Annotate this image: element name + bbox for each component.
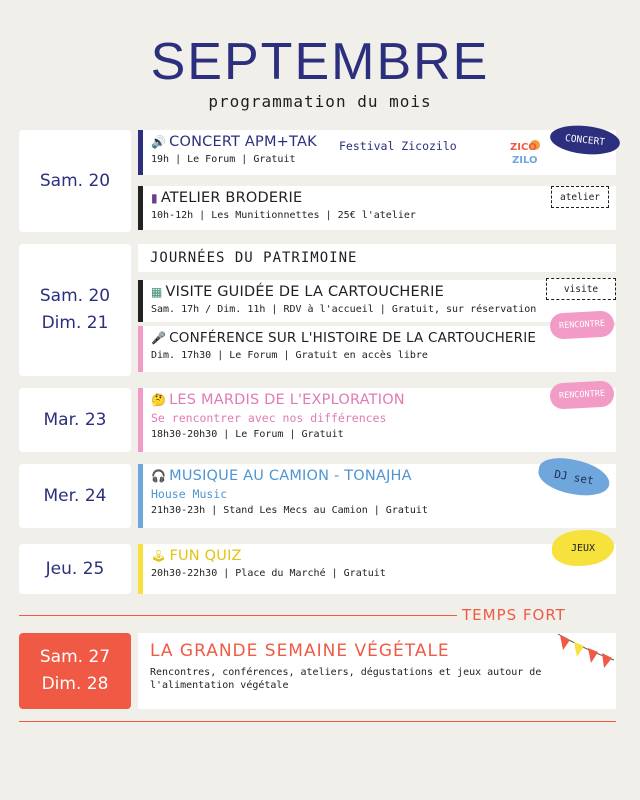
bottom-divider (19, 721, 616, 722)
event-subtitle: Se rencontrer avec nos différences (151, 411, 387, 425)
speaker-icon: 🔊 (151, 135, 167, 149)
event-semaine-vegetale[interactable] (138, 633, 616, 709)
event-info: Rencontres, conférences, ateliers, dégustations et jeux autour de (150, 667, 542, 678)
date-line: Mer. 24 (43, 485, 107, 506)
date-line: Sam. 27 (39, 647, 111, 667)
event-name: CONFÉRENCE SUR L'HISTOIRE DE LA CARTOUCHERIE (169, 330, 537, 346)
event-name: LES MARDIS DE L'EXPLORATION (169, 392, 405, 408)
temps-fort-divider (19, 615, 457, 616)
event-name: FUN QUIZ (169, 548, 242, 564)
event-name: LA GRANDE SEMAINE VÉGÉTALE (150, 641, 450, 661)
event-info: 21h30-23h | Stand Les Mecs au Camion | Gratuit (151, 505, 428, 516)
microphone-icon: 🎤 (151, 331, 167, 345)
joystick-icon: 🕹 (151, 549, 167, 563)
date-mar-23 (19, 388, 131, 452)
thinking-face-icon: 🤔 (151, 393, 167, 407)
event-mardis-exploration[interactable] (138, 388, 616, 452)
badge-concert: CONCERT (549, 122, 622, 157)
date-line: Jeu. 25 (45, 558, 105, 579)
event-conference-histoire[interactable] (138, 326, 616, 372)
date-jeu-25 (19, 544, 131, 594)
event-info: 10h-12h | Les Munitionnettes | 25€ l'atelier (151, 210, 416, 221)
page-subtitle: programmation du mois (208, 92, 432, 111)
event-fun-quiz[interactable] (138, 544, 616, 594)
date-line: Sam. 20 (39, 286, 111, 306)
date-line: Sam. 20 (39, 170, 111, 191)
logo-line: ZICO (510, 142, 537, 153)
badge-atelier: atelier (551, 186, 609, 208)
event-info: l'alimentation végétale (150, 680, 289, 691)
event-info: 20h30-22h30 | Place du Marché | Gratuit (151, 568, 386, 579)
date-mer-24 (19, 464, 131, 528)
date-sam-20 (19, 130, 131, 232)
badge-visite: visite (546, 278, 616, 300)
garland-icon (556, 630, 616, 674)
badge-rencontre: RENCONTRE (549, 310, 614, 339)
event-info: 18h30-20h30 | Le Forum | Gratuit (151, 429, 344, 440)
event-info: Sam. 17h / Dim. 11h | RDV à l'accueil | Gratuit, sur réservation (151, 304, 537, 315)
date-line: Dim. 28 (41, 674, 109, 694)
date-line: Mar. 23 (43, 409, 107, 430)
event-name: CONCERT APM+TAK (169, 134, 317, 150)
badge-jeux: JEUX (552, 530, 614, 566)
section-title-patrimoine: JOURNÉES DU PATRIMOINE (150, 250, 358, 266)
zicozilo-logo (508, 136, 544, 166)
map-icon: ▦ (151, 285, 163, 299)
event-subtitle: House Music (151, 487, 228, 501)
event-atelier-broderie[interactable] (138, 186, 616, 230)
logo-line: ZILO (512, 155, 538, 166)
thread-spool-icon: ▮ (151, 191, 158, 205)
event-info: 19h | Le Forum | Gratuit (151, 154, 296, 165)
date-sam-27-dim-28 (19, 633, 131, 709)
badge-rencontre: RENCONTRE (549, 380, 614, 409)
event-name: ATELIER BRODERIE (160, 190, 303, 206)
event-visite-guidee[interactable] (138, 280, 616, 322)
date-sam-20-dim-21 (19, 244, 131, 376)
event-name: MUSIQUE AU CAMION - TONAJHA (169, 468, 412, 484)
festival-label: Festival Zicozilo (339, 139, 457, 153)
event-name: VISITE GUIDÉE DE LA CARTOUCHERIE (165, 284, 444, 300)
temps-fort-label: TEMPS FORT (462, 606, 566, 624)
headphones-icon: 🎧 (151, 469, 167, 483)
page-title: SEPTEMBRE (150, 33, 490, 91)
event-info: Dim. 17h30 | Le Forum | Gratuit en accès libre (151, 350, 428, 361)
badge-dj-set: DJ set (536, 454, 613, 500)
date-line: Dim. 21 (41, 313, 109, 333)
